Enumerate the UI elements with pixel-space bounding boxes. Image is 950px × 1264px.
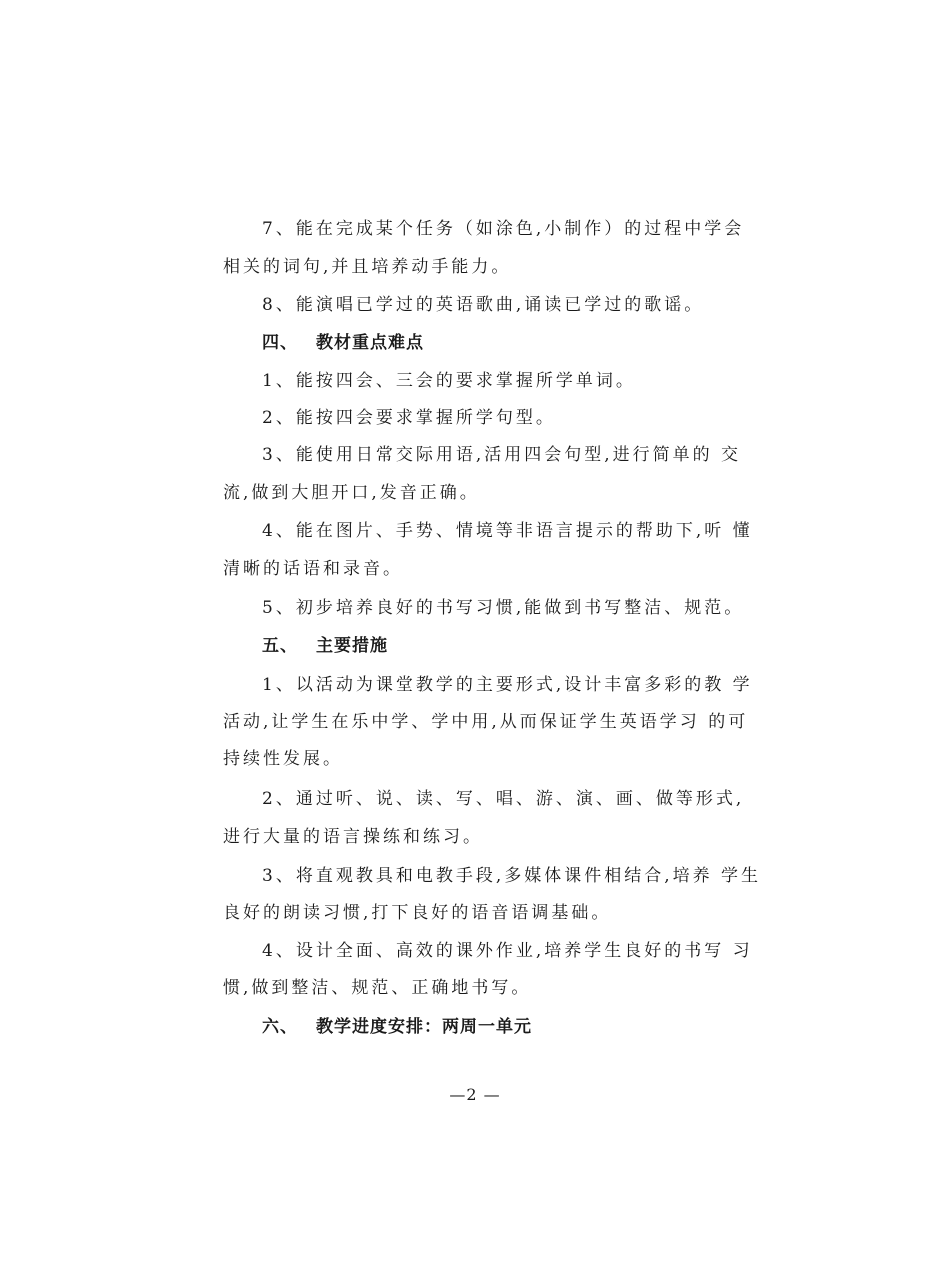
paragraph-line: 5、初步培养良好的书写习惯,能做到书写整洁、规范。 xyxy=(262,598,745,618)
paragraph-line: 流,做到大胆开口,发音正确。 xyxy=(223,483,480,503)
section-title: 主要措施 xyxy=(316,636,388,656)
paragraph-line: 2、通过听、说、读、写、唱、游、演、画、做等形式, xyxy=(262,789,745,809)
section-number: 四、 xyxy=(262,333,298,353)
section-heading-6 xyxy=(262,1016,532,1038)
page-number: —2 — xyxy=(449,1085,501,1104)
paragraph-line: 1、能按四会、三会的要求掌握所学单词。 xyxy=(262,371,636,391)
paragraph-line: 进行大量的语言操练和练习。 xyxy=(223,827,483,847)
paragraph-line: 相关的词句,并且培养动手能力。 xyxy=(223,257,512,277)
section-number: 五、 xyxy=(262,636,298,656)
section-heading-5 xyxy=(262,635,388,657)
paragraph-line: 3、将直观教具和电教手段,多媒体课件相结合,培养 学生 xyxy=(262,866,762,886)
paragraph-line: 4、能在图片、手势、情境等非语言提示的帮助下,听 懂 xyxy=(262,521,753,541)
paragraph-line: 3、能使用日常交际用语,活用四会句型,进行简单的 交 xyxy=(262,445,742,465)
paragraph-line: 活动,让学生在乐中学、学中用,从而保证学生英语学习 的可 xyxy=(223,712,749,732)
paragraph-line: 7、能在完成某个任务（如涂色,小制作）的过程中学会 xyxy=(262,219,745,239)
paragraph-line: 1、以活动为课堂教学的主要形式,设计丰富多彩的教 学 xyxy=(262,675,753,695)
paragraph-line: 4、设计全面、高效的课外作业,培养学生良好的书写 习 xyxy=(262,941,753,961)
section-number: 六、 xyxy=(262,1017,298,1037)
section-title: 教材重点难点 xyxy=(316,333,424,353)
paragraph-line: 惯,做到整洁、规范、正确地书写。 xyxy=(223,978,532,998)
paragraph-line: 良好的朗读习惯,打下良好的语音语调基础。 xyxy=(223,903,612,923)
paragraph-line: 清晰的话语和录音。 xyxy=(223,559,403,579)
paragraph-line: 持续性发展。 xyxy=(223,749,343,769)
paragraph-line: 8、能演唱已学过的英语歌曲,诵读已学过的歌谣。 xyxy=(262,295,705,315)
section-heading-4 xyxy=(262,332,424,354)
section-title: 教学进度安排：两周一单元 xyxy=(316,1017,532,1037)
paragraph-line: 2、能按四会要求掌握所学句型。 xyxy=(262,408,556,428)
